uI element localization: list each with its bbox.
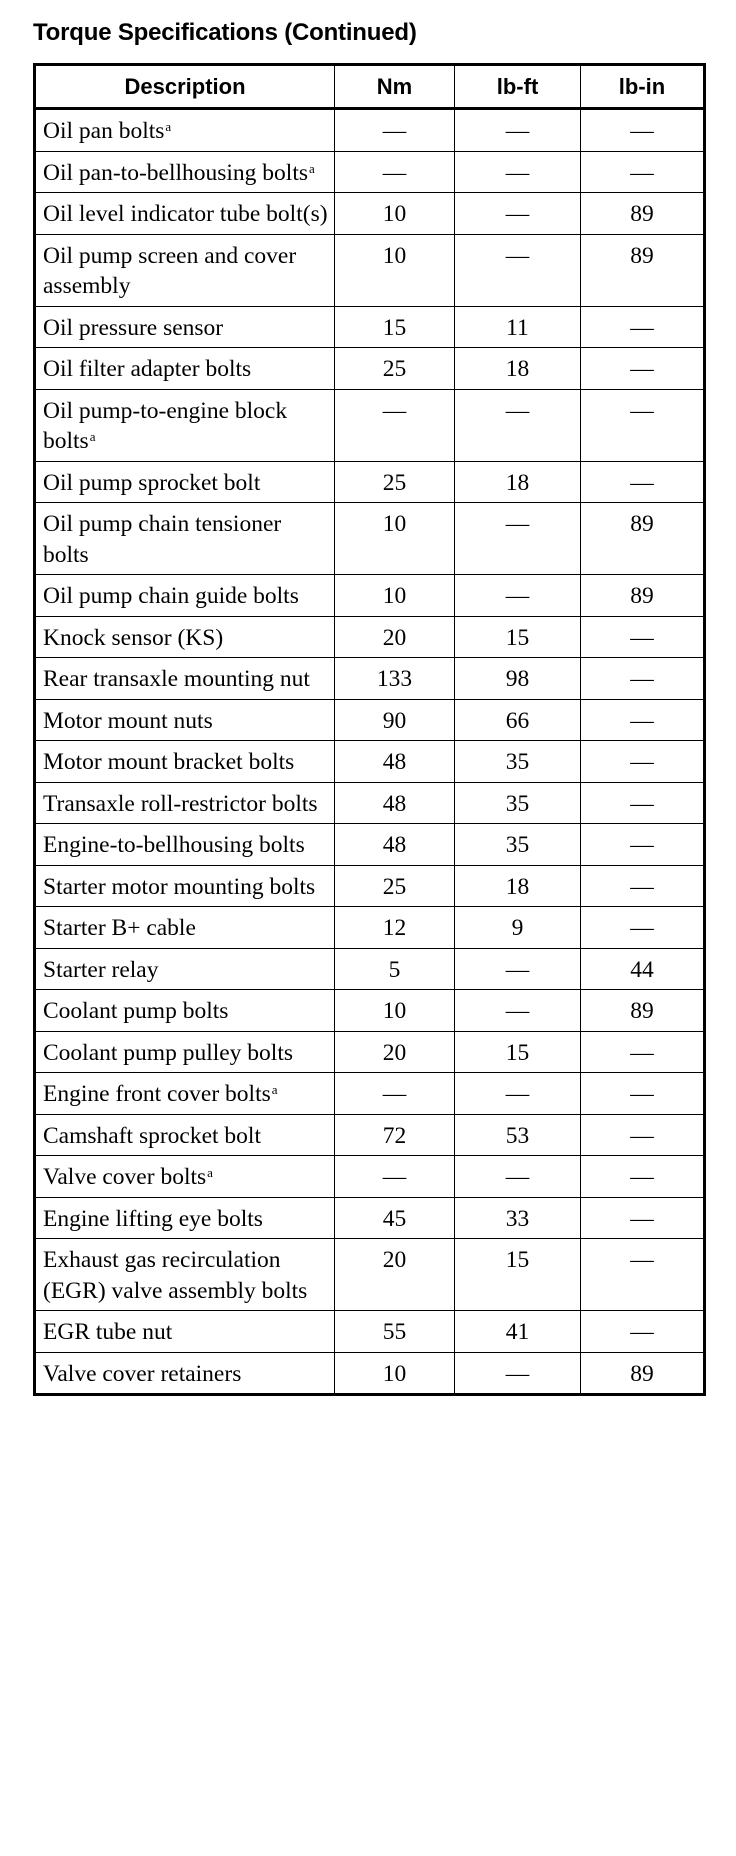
cell-nm: 20 (335, 1239, 455, 1311)
cell-description (35, 151, 335, 193)
cell-description (35, 865, 335, 907)
cell-lb-in: — (581, 699, 705, 741)
cell-description (35, 1352, 335, 1395)
description-text: Starter relay (43, 956, 159, 983)
cell-lb-in: — (581, 389, 705, 461)
table-row (35, 741, 705, 783)
cell-lb-in: 89 (581, 193, 705, 235)
description-text: Oil pan-to-bellhousing bolts (43, 159, 309, 186)
cell-lb-in: — (581, 1114, 705, 1156)
description-text: Exhaust gas recirculation (EGR) valve assembly bolts (43, 1247, 308, 1304)
footnote-marker: a (207, 1165, 213, 1180)
cell-nm: 15 (335, 306, 455, 348)
table-row (35, 234, 705, 306)
description-text: Oil pump screen and cover assembly (43, 242, 297, 299)
cell-lb-in: — (581, 1239, 705, 1311)
cell-nm: — (335, 1156, 455, 1198)
cell-lb-in: 89 (581, 990, 705, 1032)
cell-lb-in: — (581, 1156, 705, 1198)
cell-description (35, 741, 335, 783)
table-body (35, 109, 705, 1395)
table-row (35, 865, 705, 907)
cell-description (35, 1031, 335, 1073)
cell-lb-ft: 18 (455, 865, 581, 907)
cell-nm: 48 (335, 741, 455, 783)
cell-nm: — (335, 109, 455, 152)
cell-lb-ft: 33 (455, 1197, 581, 1239)
cell-lb-in: — (581, 741, 705, 783)
description-text: Oil pump chain tensioner bolts (43, 511, 282, 568)
cell-nm: 10 (335, 990, 455, 1032)
footnote-marker: a (309, 160, 315, 176)
cell-lb-in: — (581, 907, 705, 949)
cell-nm: 10 (335, 1352, 455, 1395)
cell-lb-in: — (581, 1031, 705, 1073)
description-text: Oil pressure sensor (43, 314, 224, 341)
cell-lb-ft: 35 (455, 741, 581, 783)
table-row (35, 1073, 705, 1115)
cell-description (35, 824, 335, 866)
cell-nm: 45 (335, 1197, 455, 1239)
cell-lb-in: 89 (581, 503, 705, 575)
table-row (35, 1031, 705, 1073)
cell-description (35, 461, 335, 503)
cell-lb-ft: — (455, 151, 581, 193)
table-row (35, 1239, 705, 1311)
table-row (35, 461, 705, 503)
cell-lb-ft: — (455, 948, 581, 990)
cell-nm: 25 (335, 865, 455, 907)
cell-description (35, 348, 335, 390)
cell-description (35, 1197, 335, 1239)
table-row (35, 658, 705, 700)
table-row (35, 616, 705, 658)
cell-lb-in: — (581, 109, 705, 152)
table-row (35, 193, 705, 235)
footnote-marker: a (271, 1082, 278, 1097)
cell-lb-ft: — (455, 1156, 581, 1198)
cell-description (35, 306, 335, 348)
cell-description (35, 193, 335, 235)
cell-nm: 12 (335, 907, 455, 949)
table-row (35, 151, 705, 193)
cell-nm: 5 (335, 948, 455, 990)
cell-lb-ft: — (455, 1073, 581, 1115)
table-row (35, 1114, 705, 1156)
cell-lb-in: — (581, 782, 705, 824)
table-row (35, 1352, 705, 1395)
cell-nm: 25 (335, 348, 455, 390)
table-row (35, 824, 705, 866)
cell-lb-ft: — (455, 193, 581, 235)
cell-nm: 72 (335, 1114, 455, 1156)
cell-description (35, 990, 335, 1032)
cell-lb-ft: — (455, 109, 581, 152)
cell-lb-in: — (581, 865, 705, 907)
cell-lb-in: — (581, 1073, 705, 1115)
description-text: Motor mount bracket bolts (43, 749, 295, 775)
cell-nm: — (335, 389, 455, 461)
cell-description (35, 1239, 335, 1311)
cell-lb-ft: 18 (455, 461, 581, 503)
table-row (35, 948, 705, 990)
cell-lb-ft: 18 (455, 348, 581, 390)
cell-description (35, 234, 335, 306)
table-row (35, 389, 705, 461)
description-text: Engine-to-bellhousing bolts (43, 832, 305, 858)
description-text: Starter B+ cable (43, 915, 196, 941)
cell-lb-ft: 15 (455, 1031, 581, 1073)
cell-lb-ft: 53 (455, 1114, 581, 1156)
description-text: Engine lifting eye bolts (43, 1205, 263, 1232)
description-text: Oil filter adapter bolts (43, 356, 252, 382)
description-text: Starter motor mounting bolts (43, 873, 316, 900)
cell-lb-in: 89 (581, 575, 705, 617)
cell-nm: 133 (335, 658, 455, 700)
description-text: Motor mount nuts (43, 707, 213, 734)
cell-lb-ft: — (455, 503, 581, 575)
description-text: Oil level indicator tube bolt(s) (43, 201, 328, 227)
description-text: Valve cover bolts (43, 1164, 207, 1190)
table-row (35, 575, 705, 617)
column-header-lb-in: lb-in (581, 65, 705, 109)
description-text: EGR tube nut (43, 1319, 173, 1345)
cell-lb-ft: 35 (455, 782, 581, 824)
description-text: Valve cover retainers (43, 1360, 242, 1387)
cell-lb-ft: 41 (455, 1311, 581, 1353)
page-title: Torque Specifications (Continued) (33, 19, 417, 46)
cell-lb-ft: 35 (455, 824, 581, 866)
footnote-marker: a (165, 119, 172, 134)
cell-description (35, 616, 335, 658)
description-text: Oil pump chain guide bolts (43, 583, 299, 609)
table-row (35, 907, 705, 949)
cell-nm: 10 (335, 503, 455, 575)
cell-description (35, 699, 335, 741)
table-row (35, 782, 705, 824)
cell-description (35, 1114, 335, 1156)
cell-lb-in: — (581, 1197, 705, 1239)
cell-nm: 10 (335, 575, 455, 617)
cell-lb-in: 89 (581, 234, 705, 306)
cell-lb-in: — (581, 824, 705, 866)
table-header-row (35, 65, 705, 109)
cell-description (35, 907, 335, 949)
cell-lb-ft: 98 (455, 658, 581, 700)
torque-specifications-table (33, 63, 706, 1396)
cell-lb-ft: 15 (455, 1239, 581, 1311)
cell-lb-in: — (581, 461, 705, 503)
table-row (35, 306, 705, 348)
cell-description (35, 389, 335, 461)
cell-nm: 25 (335, 461, 455, 503)
cell-nm: 55 (335, 1311, 455, 1353)
cell-lb-in: — (581, 616, 705, 658)
cell-lb-in: — (581, 348, 705, 390)
cell-nm: 20 (335, 616, 455, 658)
description-text: Coolant pump pulley bolts (43, 1039, 294, 1066)
cell-lb-in: 89 (581, 1352, 705, 1395)
cell-description (35, 782, 335, 824)
cell-description (35, 575, 335, 617)
cell-lb-ft: — (455, 575, 581, 617)
cell-nm: 48 (335, 824, 455, 866)
cell-lb-in: — (581, 658, 705, 700)
table-row (35, 1197, 705, 1239)
cell-lb-in: — (581, 1311, 705, 1353)
description-text: Oil pump sprocket bolt (43, 469, 261, 496)
table-row (35, 990, 705, 1032)
cell-description (35, 1156, 335, 1198)
description-text: Oil pan bolts (43, 118, 165, 144)
cell-nm: 48 (335, 782, 455, 824)
column-header-description: Description (35, 65, 335, 109)
cell-nm: 10 (335, 234, 455, 306)
footnote-marker: a (89, 429, 96, 444)
description-text: Engine front cover bolts (43, 1081, 271, 1107)
description-text: Oil pump-to-engine block bolts (43, 397, 288, 454)
cell-lb-ft: — (455, 1352, 581, 1395)
cell-nm: 90 (335, 699, 455, 741)
table-row (35, 1311, 705, 1353)
cell-description (35, 948, 335, 990)
cell-lb-in: — (581, 306, 705, 348)
description-text: Knock sensor (KS) (43, 624, 224, 651)
description-text: Transaxle roll-restrictor bolts (43, 790, 318, 817)
cell-nm: — (335, 151, 455, 193)
cell-lb-ft: — (455, 234, 581, 306)
cell-lb-ft: 9 (455, 907, 581, 949)
cell-description (35, 1073, 335, 1115)
cell-lb-ft: — (455, 389, 581, 461)
cell-lb-ft: — (455, 990, 581, 1032)
table-row (35, 109, 705, 152)
cell-description (35, 658, 335, 700)
description-text: Camshaft sprocket bolt (43, 1122, 261, 1149)
cell-description (35, 503, 335, 575)
cell-lb-in: — (581, 151, 705, 193)
table-row (35, 699, 705, 741)
description-text: Coolant pump bolts (43, 998, 229, 1024)
column-header-nm: Nm (335, 65, 455, 109)
table-row (35, 348, 705, 390)
cell-lb-ft: 66 (455, 699, 581, 741)
cell-lb-ft: 11 (455, 306, 581, 348)
description-text: Rear transaxle mounting nut (43, 666, 310, 692)
table-row (35, 1156, 705, 1198)
table-row (35, 503, 705, 575)
column-header-lb-ft: lb-ft (455, 65, 581, 109)
cell-description (35, 109, 335, 152)
cell-nm: 20 (335, 1031, 455, 1073)
cell-lb-ft: 15 (455, 616, 581, 658)
cell-description (35, 1311, 335, 1353)
cell-lb-in: 44 (581, 948, 705, 990)
cell-nm: 10 (335, 193, 455, 235)
cell-nm: — (335, 1073, 455, 1115)
